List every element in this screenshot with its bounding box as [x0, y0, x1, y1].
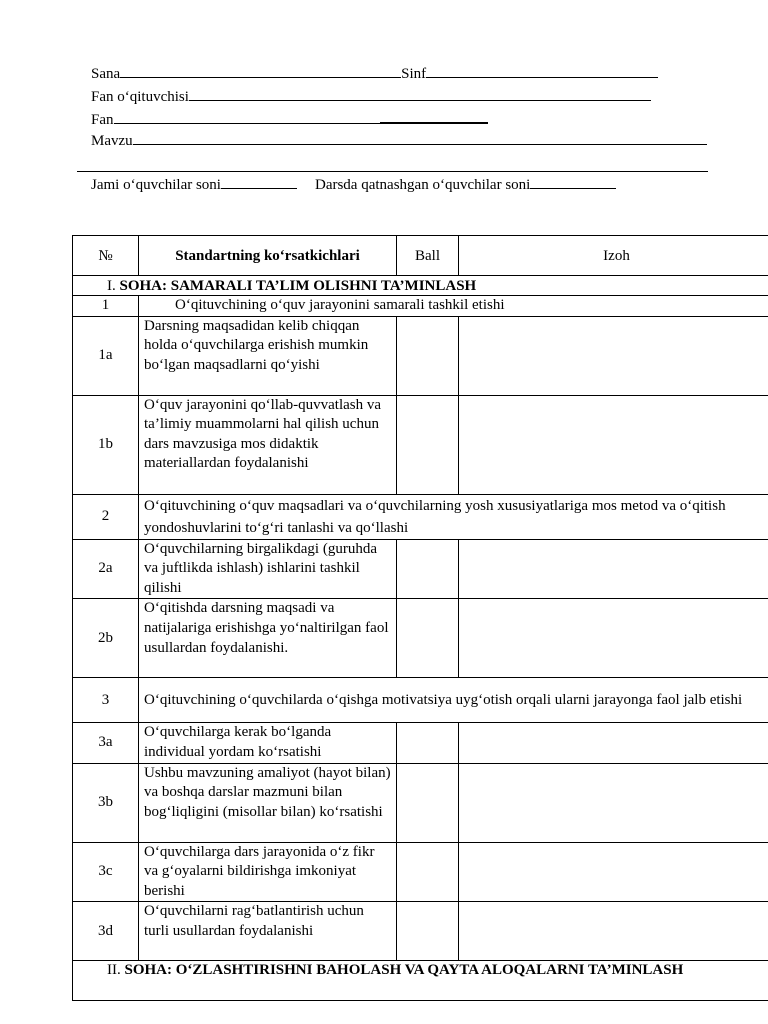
table-row	[73, 599, 768, 678]
row-number: 2a	[73, 539, 139, 599]
subject-field[interactable]	[114, 109, 380, 124]
row-indicator: O‘quvchilarni rag‘batlantirish uchun turli usullardan foydalanishi	[139, 902, 397, 961]
table-header-row	[73, 236, 768, 276]
date-field[interactable]	[120, 63, 401, 78]
teacher-label: Fan o‘qituvchisi	[91, 89, 189, 105]
row-number: 2b	[73, 599, 139, 678]
row-number: 3d	[73, 902, 139, 961]
col-note-header: Izoh	[459, 236, 768, 276]
present-students-label: Darsda qatnashgan o‘quvchilar soni	[314, 177, 531, 193]
row-number: 3c	[73, 842, 139, 902]
class-field[interactable]	[426, 63, 658, 78]
ball-cell[interactable]	[397, 395, 459, 494]
row-number: 3a	[73, 723, 139, 763]
note-cell[interactable]	[459, 316, 768, 395]
row-number: 2	[73, 494, 139, 539]
col-number-header: №	[73, 236, 139, 276]
section-1-prefix: I.	[107, 277, 116, 294]
table-row	[73, 723, 768, 763]
ball-cell[interactable]	[397, 599, 459, 678]
teacher-line	[91, 86, 651, 107]
present-students-field[interactable]	[530, 174, 616, 189]
subject-label: Fan	[91, 112, 114, 128]
teacher-field[interactable]	[189, 86, 651, 101]
row-indicator: O‘qitishda darsning maqsadi va natijalariga erishishga yo‘naltirilgan faol usullardan foydalanishi.	[139, 599, 397, 678]
section-2-row	[73, 961, 768, 1001]
table-row	[73, 539, 768, 599]
col-ball-header: Ball	[397, 236, 459, 276]
topic-field[interactable]	[133, 130, 707, 145]
row-indicator: O‘quv jarayonini qo‘llab-quvvatlash va ta’limiy muammolarni hal qilish uchun dars mavzusiga mos didaktik materiallardan foydalanishi	[139, 395, 397, 494]
students-line	[91, 174, 616, 195]
ball-cell[interactable]	[397, 763, 459, 842]
table-row	[73, 296, 768, 317]
row-number: 1b	[73, 395, 139, 494]
note-cell[interactable]	[459, 842, 768, 902]
section-1-title	[73, 276, 768, 296]
row-indicator: O‘qituvchining o‘quv jarayonini samarali tashkil etishi	[139, 296, 768, 317]
note-cell[interactable]	[459, 599, 768, 678]
divider-line	[77, 171, 708, 172]
table-row	[73, 842, 768, 902]
ball-cell[interactable]	[397, 723, 459, 763]
note-cell[interactable]	[459, 723, 768, 763]
table-row	[73, 395, 768, 494]
row-indicator: O‘quvchilarning birgalikdagi (guruhda va juftlikda ishlash) ishlarini tashkil qilishi	[139, 539, 397, 599]
topic-label: Mavzu	[91, 133, 133, 149]
total-students-label: Jami o‘quvchilar soni	[91, 177, 221, 193]
ball-cell[interactable]	[397, 539, 459, 599]
section-2-text: SOHA: O‘ZLASHTIRISHNI BAHOLASH VA QAYTA ALOQALARNI TA’MINLASH	[124, 962, 684, 979]
section-1-row	[73, 276, 768, 296]
total-students-field[interactable]	[221, 174, 297, 189]
note-cell[interactable]	[459, 395, 768, 494]
note-cell[interactable]	[459, 763, 768, 842]
row-number: 3	[73, 678, 139, 723]
section-2-prefix: II.	[107, 962, 121, 979]
ball-cell[interactable]	[397, 842, 459, 902]
table-row	[73, 902, 768, 961]
row-number: 3b	[73, 763, 139, 842]
ball-cell[interactable]	[397, 902, 459, 961]
subject-line	[91, 108, 488, 130]
ball-cell[interactable]	[397, 316, 459, 395]
evaluation-table	[72, 235, 768, 1001]
row-indicator: Darsning maqsadidan kelib chiqqan holda o‘quvchilarga erishish mumkin bo‘lgan maqsadlarni qo‘yishi	[139, 316, 397, 395]
row-indicator: O‘quvchilarga dars jarayonida o‘z fikr va g‘oyalarni bildirishga imkoniyat berishi	[139, 842, 397, 902]
section-1-text: SOHA: SAMARALI TA’LIM OLISHNI TA’MINLASH	[119, 277, 477, 294]
topic-line	[91, 130, 707, 151]
note-cell[interactable]	[459, 539, 768, 599]
subject-field-extra[interactable]	[380, 108, 488, 124]
note-cell[interactable]	[459, 902, 768, 961]
row-number: 1a	[73, 316, 139, 395]
form-header	[0, 0, 768, 200]
class-label: Sinf	[401, 66, 427, 82]
table-row	[73, 494, 768, 539]
row-indicator: O‘qituvchining o‘quvchilarda o‘qishga motivatsiya uyg‘otish orqali ularni jarayonga faol jalb etishi	[139, 678, 768, 723]
row-indicator: O‘quvchilarga kerak bo‘lganda individual yordam ko‘rsatishi	[139, 723, 397, 763]
section-2-title	[73, 961, 768, 1001]
row-indicator: O‘qituvchining o‘quv maqsadlari va o‘quvchilarning yosh xususiyatlariga mos metod va o‘qitish yondoshuvlarini to‘g‘ri tanlashi va qo‘llashi	[139, 494, 768, 539]
table-row	[73, 316, 768, 395]
date-label: Sana	[91, 66, 121, 82]
date-class-line	[91, 63, 658, 84]
row-number: 1	[73, 296, 139, 317]
row-indicator: Ushbu mavzuning amaliyot (hayot bilan) va boshqa darslar mazmuni bilan bog‘liqligini (misollar bilan) ko‘rsatishi	[139, 763, 397, 842]
table-row	[73, 678, 768, 723]
col-standard-header: Standartning ko‘rsatkichlari	[139, 236, 397, 276]
table-row	[73, 763, 768, 842]
